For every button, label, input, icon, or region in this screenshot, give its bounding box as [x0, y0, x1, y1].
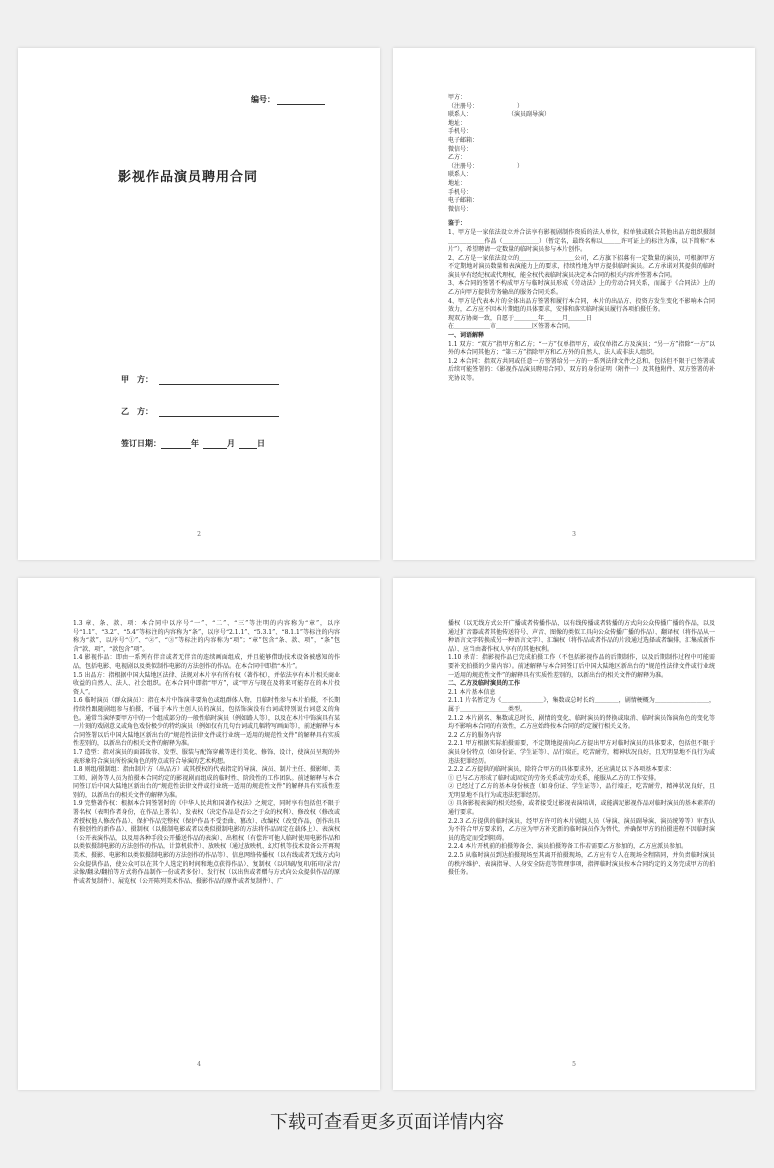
- paragraph: 2.1 本片基本信息: [448, 688, 496, 696]
- paragraph: 现双方协商一致，自愿于＿＿＿＿年＿＿＿月＿＿＿日: [448, 314, 593, 322]
- day-label: 日: [257, 438, 265, 448]
- section-heading: 二、乙方及临时演员的工作: [448, 680, 521, 688]
- paragraph: 2、乙方是一家依法设立的＿＿＿＿＿＿＿＿＿公司，乙方旗下招募有一定数量的演员，可根据甲方不定期地对演员数量和表演能力上的要求，持续性地为甲方提供临时演员。乙方承诺对其提供的临时演员享有经纪权或代理权，能全权代表临时演员决定本合同的相关内容并签署本合同。: [448, 254, 715, 279]
- contract-number-label: 编号：: [251, 94, 275, 104]
- paragraph: 2.2.5 从临时演员到达拍摄现场至其离开拍摄现场，乙方应有专人在现场全程陪同，并负责临时演员的秩序维护、表演指导、人身安全防范等管理事项，指挥临时演员按本合同约定的义务完成甲方的拍摄任务。: [448, 852, 715, 877]
- paragraph: 1.1 双方：“双方”指甲方和乙方；“一方”仅单指甲方，或仅单指乙方及演员；“另一方”指除“一方”以外的本合同其他方；“第三方”指除甲方和乙方外的自然人、法人或非法人组织。: [448, 340, 715, 357]
- paragraph: 1.9 完整著作权：根据本合同签署时的《中华人民共和国著作权法》之规定，同时享有包括但不限于署名权（表明作者身份，在作品上署名）、发表权（决定作品是否公之于众的权利）、修改权（修改或者授权他人修改作品）、保护作品完整权（保护作品不受歪曲、篡改）、改编权（改变作品，创作出具有独创性的新作品）、摄制权（以摄制电影或者以类似摄制电影的方法将作品固定在载体上）、表演权（公开表演作品，以及用各种手段公开播送作品的表演）、出租权（有偿许可他人临时使用电影作品和以类似摄制电影的方法创作的作品，计算机软件）、放映权（通过放映机、幻灯机等技术设备公开再现美术、摄影、电影和以类似摄制电影的方法创作的作品等）、信息网络传播权（以有线或者无线方式向公众提供作品，使公众可以在其个人选定的时间和地点获得作品）、复制权（以印刷/复印/拓印/录音/录像/翻录/翻拍等方式将作品制作一份或者多份）、发行权（以出售或者赠与方式向公众提供作品的原件或者复制件）、展览权（公开陈列美术作品、摄影作品的原件或者复制件）、广: [73, 800, 341, 885]
- info-row: 联系人： （演员副导演）: [448, 111, 551, 119]
- paragraph: ① 已与乙方形成了临时或固定的劳务关系或劳动关系，能服从乙方的工作安排。: [448, 774, 660, 782]
- contract-number-line: [277, 104, 325, 105]
- page-number: 5: [572, 1061, 576, 1068]
- page-5-paragraphs: [448, 620, 715, 878]
- info-row: （注册号： ）: [448, 162, 524, 170]
- paragraph: 1.2 本合同：指双方共同或任意一方签署给另一方的一系列法律文件之总和，包括但不限于已签署或后续可能签署的：《影视作品演员聘用合同》、双方的身份证明（附件一）及其他附件、双方签署的补充协议等。: [448, 357, 715, 382]
- paragraph: 2.1.2 本片剧名、集数或总时长、剧情的变化、临时演员的替换或取消、临时演员饰演角色的变化等均不影响本合同的有效性，乙方应始终按本合同的约定履行相关义务。: [448, 714, 715, 731]
- page-number: 4: [197, 1061, 201, 1068]
- party-b-label: 乙 方：: [121, 406, 153, 416]
- page-4-paragraphs: [73, 620, 340, 886]
- info-row: 电子邮箱：: [448, 136, 479, 144]
- info-row: 手机号：: [448, 128, 473, 136]
- paragraph: 1.5 出品方：指根据中国大陆地区法律、法规对本片享有所有权（著作权），并依法享有本片相关商业收益的自然人、法人、社会组织。在本合同中即指“甲方”，或“甲方与现在及将来可能存在的本片投资人”。: [73, 671, 340, 696]
- year-label: 年: [191, 438, 199, 448]
- info-row: 电子邮箱：: [448, 197, 479, 205]
- party-b-line: [159, 416, 279, 417]
- info-row: 甲方：: [448, 94, 467, 101]
- paragraph: 2.2 乙方的服务内容: [448, 731, 502, 739]
- paragraph: ③ 具备影视表演的相关经验，或者接受过影视表演培训，或能满足影视作品对临时演员的基本素养的通行要求。: [448, 800, 715, 817]
- paragraph: 在＿＿＿＿＿＿市＿＿＿＿＿＿区签署本合同。: [448, 323, 575, 331]
- contract-number: [251, 94, 325, 105]
- info-row: 乙方：: [448, 154, 467, 162]
- page-3-body: [448, 94, 715, 384]
- paragraph: 3、本合同的签署不构成甲方与临时演员形成《劳动法》上的劳动合同关系，而属于《合同法》上的乙方向甲方提供劳务输出的服务合同关系。: [448, 280, 715, 297]
- paragraph: 2.2.2 乙方提供的临时演员，除符合甲方的具体要求外，还应满足以下各项基本要求：: [448, 766, 676, 774]
- paragraph: 播权（以无线方式公开广播或者传播作品，以有线传播或者转播的方式向公众传播广播的作品，以及通过扩音器或者其他传送符号、声音、图像的类似工具向公众传播广播的作品）、翻译权（将作品从一种语言文字转换成另一种语言文字）、汇编权（将作品或者作品的片段通过选择或者编排，汇集成新作品）、应当由著作权人享有的其他权利。: [448, 620, 716, 653]
- page-4: [18, 578, 380, 1090]
- info-row: 地址：: [448, 119, 467, 127]
- paragraph: 1.4 影视作品：即由一系列有伴音或者无伴音的连续画面组成，并且能够借助技术设备被感知的作品，包括电影、电视剧以及类似制作电影的方法创作的作品。在本合同中即指“本片”。: [73, 654, 340, 670]
- paragraph: 1、甲方是一家依法设立并合法享有影视剧制作资质的法人单位，拟单独或联合其他出品方组织摄制＿＿＿＿＿＿作品（＿＿＿＿＿＿）（暂定名，最终名称以＿＿＿许可证上的标注为准，以下简称“本片”），希望聘请一定数量的临时演员参与本片创作。: [448, 228, 715, 254]
- paragraph: 2.2.4 本片开机前的拍摄筹备会、演员拍摄筹备工作若需要乙方参加的，乙方应派员参加。: [448, 843, 688, 851]
- info-row: 手机号：: [448, 188, 473, 196]
- info-row: （注册号： ）: [448, 102, 524, 110]
- page-cover: [18, 48, 380, 560]
- page-5: [393, 578, 755, 1090]
- page-3-paragraphs: [448, 220, 715, 383]
- day-blank: [239, 448, 257, 449]
- page-number: 2: [197, 531, 201, 538]
- party-a-label: 甲 方：: [121, 374, 153, 384]
- page-number: 3: [572, 531, 576, 538]
- party-a-field: [121, 374, 279, 385]
- party-info-block: [448, 94, 715, 214]
- paragraph: 1.3 章、条、款、项：本合同中以序号“一”、“二”、“三”等注明的内容称为“章”，以序号“1.1”、“3.2”、“5.4”等标注的内容称为“条”，以序号“2.1.1”、“5.3.1”、“8.1.1”等标注的内容称为“款”，以序号“①”、“②”、“③”等标注的内容称为“项”；“章”包含“条、款、项”，“条”包含“款、项”，“款包含”项”。: [73, 620, 340, 653]
- footer-caption[interactable]: 下载可查看更多页面详情内容: [270, 1112, 504, 1133]
- month-label: 月: [227, 438, 235, 448]
- paragraph: 2.2.1 甲方根据实际拍摄需要，不定期地提前向乙方提出甲方对临时演员的具体要求，包括但不限于演员身份特点（如身份证、学生证等）、品行端正，吃苦耐劳，精神状况良好，且无明显地不良行为或违法犯罪经历。: [448, 740, 716, 765]
- sign-date-label: 签订日期：: [121, 438, 161, 448]
- sign-date-field: [121, 438, 265, 449]
- paragraph: ② 已经过了乙方的基本身份核查（如身份证、学生证等），品行端正，吃苦耐劳，精神状况良好，且无明显地不良行为或违法犯罪经历。: [448, 783, 715, 799]
- paragraph: 1.7 造型：指对演员的面部妆容、发型、服装与配饰穿戴等进行美化、修饰、设计，使演员呈现的外表形象符合演员所扮演角色的特点或符合导演的艺术构想。: [73, 748, 340, 765]
- paragraph: 4、甲方是代表本片的全体出品方签署和履行本合同，本片的出品方、投资方发生变化不影响本合同效力，乙方应不因本片期组的具体要求，安排和落实临时演员履行各项拍摄任务。: [448, 297, 715, 314]
- page-3: [393, 48, 755, 560]
- party-a-line: [159, 384, 279, 385]
- section-heading: 一、词语解释: [448, 332, 485, 340]
- year-blank: [161, 448, 191, 449]
- section-heading: 鉴于：: [448, 220, 467, 228]
- paragraph: 1.6 临时演员（群众演员）：指在本片中饰演非要角色或组群体人物，且临时性参与本片拍摄，不长期持续性跟随剧组参与拍摄，不属于本片主创人员的演员，包括饰演没有台词或特别说台词意义的角色。通常当演绎要甲方中的一个组成部分的一般性临时演员（例如路人等），以及在本片中饰演具有某一片刻的戏剧意义或角色戏份极少的特约演员（例如仅有几句台词或几幅特写画面等），前述解释与本合同签署以后中国大陆地区新出台的“规范性法律文件或行业统一适用的规范性文件”的解释具有实质性差别的，以新出台的相关文件的解释为准。: [73, 697, 341, 748]
- info-row: 联系人：: [448, 171, 473, 179]
- paragraph: 2.2.3 乙方提供的临时演员，经甲方许可的本片剧组人员（导演、演员副导演、演员统筹等）审查认为不符合甲方要求的，乙方应为甲方补充新的临时演员作为替代，并确保甲方的拍摄进程不因临时演员的选定而受到阻碍。: [448, 817, 715, 842]
- info-row: 微信号：: [448, 145, 473, 153]
- info-row: 微信号：: [448, 205, 473, 213]
- info-row: 地址：: [448, 179, 467, 187]
- cover-title: 影视作品演员聘用合同: [118, 170, 259, 185]
- paragraph: 1.10 杀青：指影视作品已完成拍摄工作（不包括影视作品的后期制作，以及后期制作过程中可能需要补充拍摄的少量内容）。前述解释与本合同签订后中国大陆地区新出台的“规范性法律文件或行业统一适用的规范性文件”的解释具有实质性差别的，以新出台的相关文件的解释为准。: [448, 654, 715, 679]
- paragraph: 1.8 则组/摄制组：指由制片方（出品方）或其授权的代表指定的导演、演员、制片主任、摄影师、美工师、剧务等人员为拍摄本合同约定的影视剧而组成的临时性、阶段性的工作团队。前述解释与本合同签订后中国大陆地区新出台的“规范性法律文件或行业统一适用的规范性文件”的解释具有实质性差别的，以新出台的相关文件的解释为准。: [73, 766, 340, 799]
- party-b-field: [121, 406, 279, 417]
- paragraph: 2.1.1 片名暂定为《＿＿＿＿＿＿＿》，集数或总时长约＿＿＿＿，剧情梗概为＿＿＿＿＿＿＿＿＿，属于＿＿＿＿＿＿＿＿类型。: [448, 697, 715, 713]
- month-blank: [203, 448, 227, 449]
